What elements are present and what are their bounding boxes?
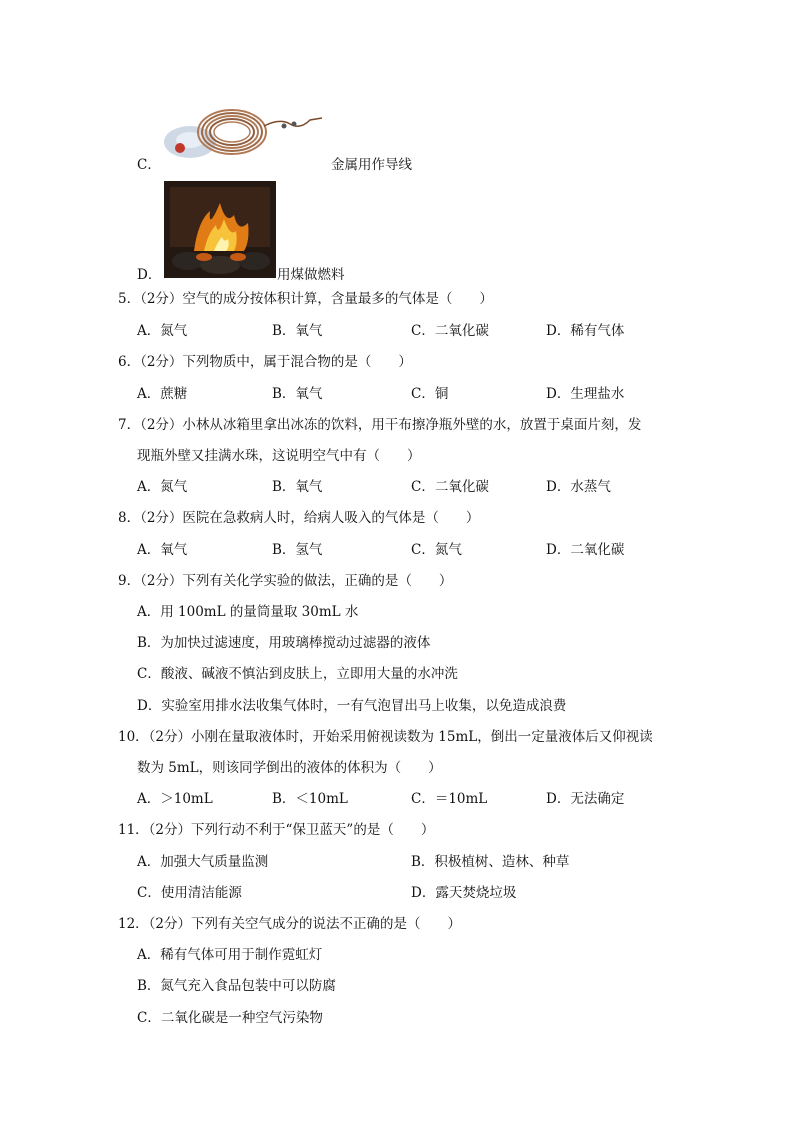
question-10-stem: 10．（2分）小刚在量取液体时，开始采用俯视读数为 15mL，倒出一定量液体后又仰视读	[118, 729, 653, 745]
question-7-stem-cont: 现瓶外壁又挂满水珠，这说明空气中有（ ）	[137, 448, 421, 464]
q10-option-d: D．无法确定	[546, 791, 625, 807]
q12-option-a: A．稀有气体可用于制作霓虹灯	[137, 947, 323, 963]
q11-option-a: A．加强大气质量监测	[137, 854, 269, 870]
q8-option-c: C．氮气	[411, 542, 462, 558]
q8-option-d: D．二氧化碳	[546, 542, 625, 558]
q7-option-a: A．氮气	[137, 479, 188, 495]
question-7-stem: 7．（2分）小林从冰箱里拿出冰冻的饮料，用干布擦净瓶外壁的水，放置于桌面片刻，发	[118, 417, 642, 433]
question-9-stem: 9．（2分）下列有关化学实验的做法，正确的是（ ）	[118, 573, 453, 589]
question-11-stem: 11．（2分）下列行动不利于“保卫蓝天”的是（ ）	[118, 822, 435, 838]
option-d-caption: 用煤做燃料	[277, 267, 345, 283]
q7-option-c: C．二氧化碳	[411, 479, 489, 495]
q7-option-d: D．水蒸气	[546, 479, 611, 495]
question-12-stem: 12．（2分）下列有关空气成分的说法不正确的是（ ）	[118, 916, 462, 932]
q7-option-b: B．氧气	[272, 479, 323, 495]
q5-option-d: D．稀有气体	[546, 323, 625, 339]
q6-option-d: D．生理盐水	[546, 386, 625, 402]
q10-option-a: A．＞10mL	[137, 791, 213, 807]
q9-option-c: C．酸液、碱液不慎沾到皮肤上，立即用大量的水冲洗	[137, 666, 458, 682]
q9-option-a: A．用 100mL 的量筒量取 30mL 水	[137, 604, 359, 620]
q12-option-c: C．二氧化碳是一种空气污染物	[137, 1010, 323, 1026]
question-10-stem-cont: 数为 5mL，则该同学倒出的液体的体积为（ ）	[137, 760, 442, 776]
q8-option-b: B．氢气	[272, 542, 323, 558]
q5-option-c: C．二氧化碳	[411, 323, 489, 339]
q5-option-a: A．氮气	[137, 323, 188, 339]
q8-option-a: A．氧气	[137, 542, 188, 558]
q6-option-c: C．铜	[411, 386, 449, 402]
coal-fire-image	[164, 181, 276, 278]
q5-option-b: B．氧气	[272, 323, 323, 339]
q10-option-c: C．＝10mL	[411, 791, 488, 807]
q12-option-b: B．氮气充入食品包装中可以防腐	[137, 978, 336, 994]
q9-option-d: D．实验室用排水法收集气体时，一有气泡冒出马上收集，以免造成浪费	[137, 698, 567, 714]
option-c-caption: 金属用作导线	[331, 157, 412, 173]
question-8-stem: 8．（2分）医院在急救病人时，给病人吸入的气体是（ ）	[118, 510, 480, 526]
q6-option-b: B．氧气	[272, 386, 323, 402]
q9-option-b: B．为加快过滤速度，用玻璃棒搅动过滤器的液体	[137, 635, 431, 651]
option-c-letter: C．	[137, 157, 161, 173]
q10-option-b: B．＜10mL	[272, 791, 348, 807]
question-6-stem: 6．（2分）下列物质中，属于混合物的是（ ）	[118, 354, 412, 370]
q11-option-d: D．露天焚烧垃圾	[411, 885, 517, 901]
q11-option-b: B．积极植树、造林、种草	[411, 854, 570, 870]
metal-wire-image	[160, 104, 328, 166]
question-5-stem: 5．（2分）空气的成分按体积计算，含量最多的气体是（ ）	[118, 291, 493, 307]
q11-option-c: C．使用清洁能源	[137, 885, 242, 901]
option-d-letter: D．	[137, 267, 162, 283]
q6-option-a: A．蔗糖	[137, 386, 188, 402]
